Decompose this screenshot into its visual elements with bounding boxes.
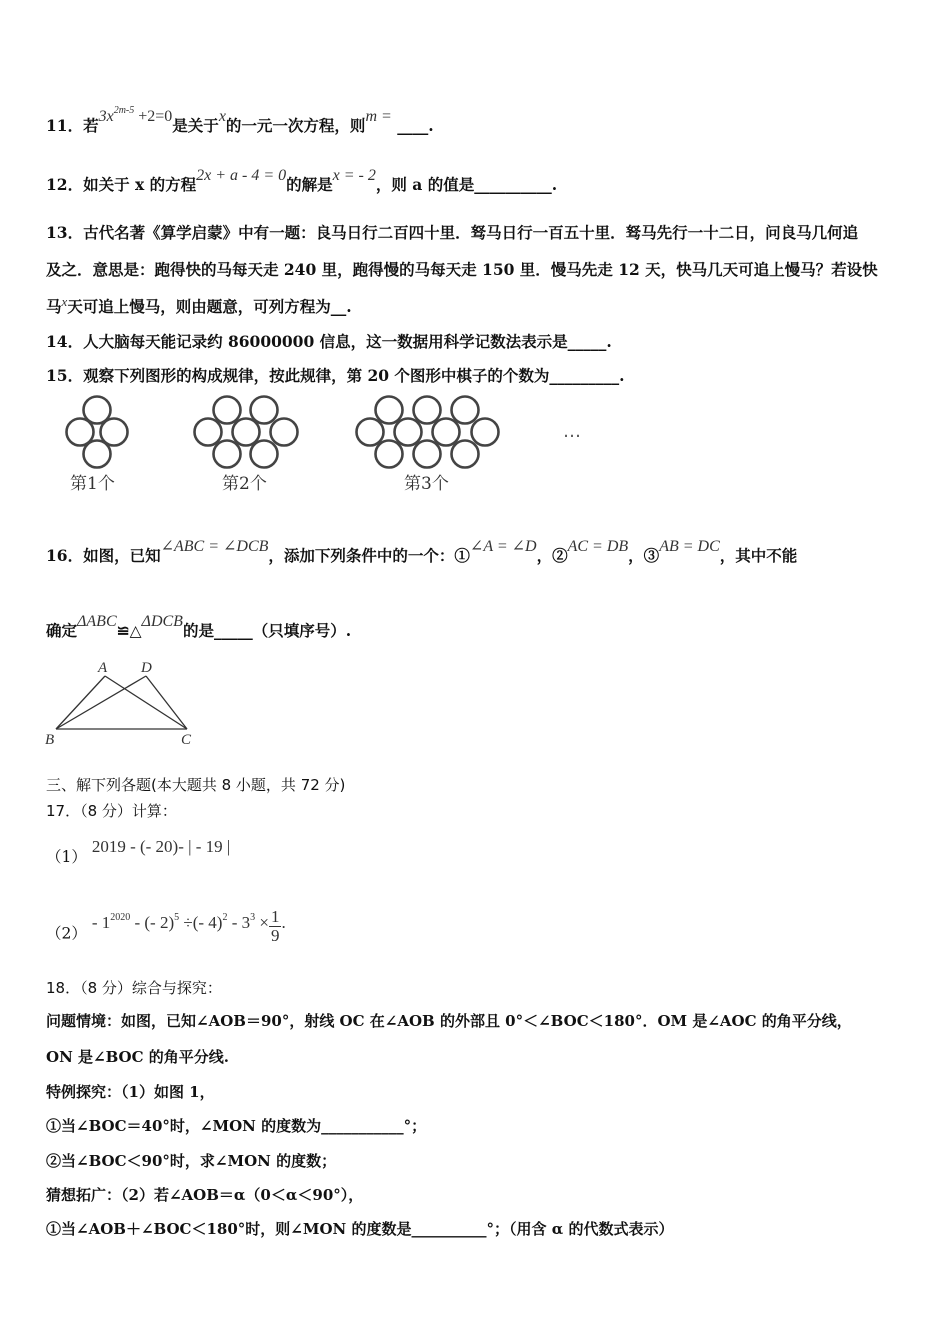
q11-blank: ____.	[397, 116, 434, 135]
section-3-title: 三、解下列各题(本大题共 8 小题，共 72 分)	[46, 776, 346, 794]
q18-title: 18．（8 分）综合与探究：	[46, 979, 222, 997]
label-D: D	[141, 660, 152, 676]
q18-line1: 问题情境：如图，已知∠AOB＝90°，射线 OC 在∠AOB 的外部且 0°＜∠BOC＜180°．OM 是∠AOC 的角平分线，	[46, 1012, 852, 1030]
q11-m: m =	[365, 108, 392, 125]
segment-DC	[146, 676, 187, 729]
q11-text2: 的一元一次方程，则	[225, 116, 366, 135]
piece	[357, 419, 384, 446]
q17-p2-d-exp: 3	[250, 912, 256, 924]
piece	[195, 419, 222, 446]
q13-line2: 及之．意思是：跑得快的马每天走 240 里，跑得慢的马每天走 150 里．慢马先走 12 天，快马几天可追上慢马？若设快	[46, 260, 878, 279]
piece	[414, 397, 441, 424]
piece	[233, 419, 260, 446]
q18-line5: ②当∠BOC＜90°时，求∠MON 的度数；	[46, 1152, 337, 1170]
piece	[376, 441, 403, 468]
q13-var: x	[61, 294, 68, 309]
figure-16	[40, 655, 210, 750]
q18-line7: ①当∠AOB＋∠BOC＜180°时，则∠MON 的度数是__________°；（用含 α 的代数式表示）	[46, 1220, 674, 1238]
q11-eq-base: 3x	[98, 108, 114, 125]
q17-p1-label: （1）	[46, 848, 87, 866]
piece	[84, 441, 111, 468]
piece	[395, 419, 422, 446]
question-16	[46, 538, 798, 566]
piece	[376, 397, 403, 424]
q16-congruent: ≌△	[116, 621, 142, 640]
q12-text: 的解是	[286, 175, 333, 194]
segment-BA	[56, 676, 105, 729]
q16-sep2: ，②	[536, 546, 568, 565]
q18-line2: ON 是∠BOC 的角平分线.	[46, 1048, 229, 1066]
q11-eq-exponent: 2m-5	[113, 105, 135, 116]
q11-var: x	[218, 108, 226, 125]
q12-tail: ，则 a 的值是__________.	[375, 175, 558, 194]
q16-condition-1: ∠A = ∠D	[469, 538, 537, 555]
question-12	[46, 167, 558, 195]
label-A: A	[98, 660, 108, 676]
piece	[452, 441, 479, 468]
piece	[414, 441, 441, 468]
q11-text: 是关于	[172, 116, 219, 135]
q18-line4: ①当∠BOC＝40°时，∠MON 的度数为___________°；	[46, 1117, 427, 1135]
q11-number: 11．若	[46, 116, 99, 135]
segment-BD	[56, 676, 146, 729]
q17-p2-e: ×	[255, 913, 269, 933]
q17-p2-a-exp: 2020	[110, 912, 131, 924]
piece	[214, 397, 241, 424]
q13-line3a: 马	[46, 297, 62, 316]
label-C: C	[181, 732, 192, 748]
piece	[214, 441, 241, 468]
q11-equation	[98, 105, 173, 125]
segment-AC	[105, 676, 187, 729]
q17-p2-b: - (- 2)	[130, 913, 175, 933]
figure-label-1: 第1个	[70, 474, 115, 494]
figure-label-3: 第3个	[404, 474, 449, 494]
figure-label-2: 第2个	[222, 474, 267, 494]
q17-p2-d: - 3	[227, 913, 251, 933]
q18-line6: 猜想拓广：（2）若∠AOB＝α（0＜α＜90°），	[46, 1186, 364, 1204]
q16-text: ，添加下列条件中的一个：①	[268, 546, 470, 565]
q17-p2-c-exp: 2	[222, 912, 228, 924]
q12-number: 12．如关于 x 的方程	[46, 175, 197, 194]
q17-frac-num: 1	[270, 907, 280, 926]
q11-eq-tail: +2=0	[138, 108, 173, 125]
piece	[271, 419, 298, 446]
question-13-line3	[46, 295, 352, 317]
q12-equation: 2x + a - 4 = 0	[196, 167, 287, 184]
figure-15	[0, 390, 950, 500]
figure-ellipsis: …	[563, 421, 581, 442]
question-16-line2	[46, 613, 352, 641]
q16-line2a: 确定	[46, 621, 78, 640]
piece	[452, 397, 479, 424]
q12-solution: x = - 2	[332, 167, 376, 184]
piece	[251, 441, 278, 468]
q16-number: 16．如图，已知	[46, 546, 161, 565]
q17-p2-a: - 1	[91, 913, 111, 933]
q18-line3: 特例探究：（1）如图 1，	[46, 1083, 215, 1101]
q17-title: 17．（8 分）计算：	[46, 802, 177, 820]
q16-sep3: ，③	[628, 546, 660, 565]
q16-tail: ，其中不能	[719, 546, 798, 565]
q17-frac-den: 9	[270, 926, 280, 945]
q17-part1	[46, 837, 231, 867]
q16-given: ∠ABC = ∠DCB	[160, 538, 269, 555]
q16-condition-3: AB = DC	[659, 538, 720, 555]
q17-p2-label: （2）	[46, 924, 87, 943]
piece	[433, 419, 460, 446]
piece	[251, 397, 278, 424]
q13-line3b: 天可追上慢马，则由题意，可列方程为__.	[67, 297, 352, 316]
question-14: 14．人大脑每天能记录约 86000000 信息，这一数据用科学记数法表示是_____.	[46, 332, 612, 351]
question-15: 15．观察下列图形的构成规律，按此规律，第 20 个图形中棋子的个数为_________.	[46, 366, 625, 385]
label-B: B	[45, 732, 55, 748]
q17-p2-end: .	[281, 913, 286, 933]
q17-fraction	[269, 908, 282, 945]
q13-line1: 13．古代名著《算学启蒙》中有一题：良马日行二百四十里．驽马日行一百五十里．驽马先行一十二日，问良马几何追	[46, 223, 859, 242]
q17-p1-expression: 2019 - (- 20)- | - 19 |	[91, 837, 231, 856]
q17-part2	[46, 907, 286, 953]
q17-p2-b-exp: 5	[174, 912, 180, 924]
q16-condition-2: AC = DB	[567, 538, 629, 555]
q17-p2-expression	[91, 907, 286, 945]
q16-line2b: 的是_____（只填序号）.	[182, 621, 352, 640]
question-11	[46, 105, 434, 136]
q17-p2-c: ÷(- 4)	[179, 913, 223, 933]
q16-triangle-1: ΔABC	[77, 613, 117, 630]
q16-triangle-2: ΔDCB	[141, 613, 183, 630]
piece	[472, 419, 499, 446]
